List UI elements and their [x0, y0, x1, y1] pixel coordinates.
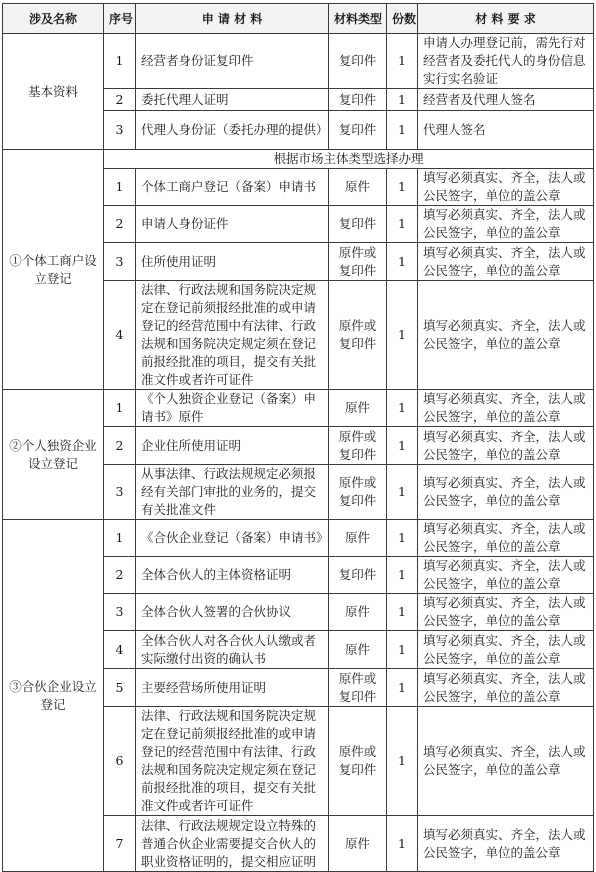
- row-count: 1: [387, 169, 418, 206]
- row-type: 原件: [329, 169, 387, 206]
- row-material: 代理人身份证（委托办理的提供）: [136, 111, 329, 150]
- row-type: 原件: [329, 631, 387, 669]
- row-no: 1: [104, 169, 136, 206]
- section-name: ③合伙企业设立登记: [3, 520, 104, 872]
- row-requirement: 填写必须真实、齐全，法人或公民签字，单位的盖公章: [418, 169, 594, 206]
- row-count: 1: [387, 34, 418, 89]
- row-requirement: 代理人签名: [418, 111, 594, 150]
- table-row: [3, 390, 594, 427]
- row-count: 1: [387, 520, 418, 557]
- row-count: 1: [387, 594, 418, 631]
- row-material: 全体合伙人的主体资格证明: [136, 557, 329, 594]
- row-material: 经营者身份证复印件: [136, 34, 329, 89]
- row-material: 个体工商户登记（备案）申请书: [136, 169, 329, 206]
- row-type: 原件或复印件: [329, 281, 387, 390]
- row-type: 复印件: [329, 557, 387, 594]
- row-no: 6: [104, 707, 136, 816]
- row-material: 法律、行政法规和国务院决定规定在登记前须报经批准的或申请登记的经营范围中有法律、行政法规和国务院决定规定须在登记前报经批准的项目，提交有关批准文件或者许可证件: [136, 707, 329, 816]
- row-type: 原件: [329, 390, 387, 427]
- row-count: 1: [387, 631, 418, 669]
- section-name: ②个人独资企业设立登记: [3, 390, 104, 520]
- row-requirement: 填写必须真实、齐全，法人或公民签字，单位的盖公章: [418, 520, 594, 557]
- row-type: 原件: [329, 520, 387, 557]
- row-no: 1: [104, 390, 136, 427]
- row-no: 3: [104, 111, 136, 150]
- row-no: 4: [104, 281, 136, 390]
- row-type: 原件或复印件: [329, 243, 387, 281]
- row-no: 2: [104, 427, 136, 465]
- row-requirement: 经营者及代理人签名: [418, 89, 594, 111]
- row-requirement: 填写必须真实、齐全，法人或公民签字，单位的盖公章: [418, 594, 594, 631]
- row-count: 1: [387, 816, 418, 872]
- row-requirement: 填写必须真实、齐全，法人或公民签字，单位的盖公章: [418, 465, 594, 520]
- row-material: 企业住所使用证明: [136, 427, 329, 465]
- header-count: 份数: [387, 4, 418, 34]
- header-no: 序号: [104, 4, 136, 34]
- row-type: 原件或复印件: [329, 669, 387, 707]
- row-count: 1: [387, 465, 418, 520]
- row-count: 1: [387, 111, 418, 150]
- row-no: 7: [104, 816, 136, 872]
- row-type: 复印件: [329, 206, 387, 243]
- section-note: 根据市场主体类型选择办理: [104, 150, 594, 169]
- header-row: [3, 4, 594, 34]
- row-no: 2: [104, 206, 136, 243]
- header-type: 材料类型: [329, 4, 387, 34]
- row-material: 《合伙企业登记（备案）申请书》: [136, 520, 329, 557]
- section-name: ①个体工商户设立登记: [3, 150, 104, 390]
- row-type: 原件或复印件: [329, 465, 387, 520]
- header-material: 申 请 材 料: [136, 4, 329, 34]
- row-no: 3: [104, 465, 136, 520]
- row-material: 申请人身份证件: [136, 206, 329, 243]
- row-no: 1: [104, 34, 136, 89]
- row-type: 复印件: [329, 89, 387, 111]
- row-material: 住所使用证明: [136, 243, 329, 281]
- table-row: [3, 520, 594, 557]
- row-type: 原件或复印件: [329, 707, 387, 816]
- row-no: 3: [104, 594, 136, 631]
- row-type: 原件或复印件: [329, 427, 387, 465]
- row-count: 1: [387, 427, 418, 465]
- row-count: 1: [387, 390, 418, 427]
- table-row: [3, 34, 594, 89]
- row-material: 《个人独资企业登记（备案）申请书》原件: [136, 390, 329, 427]
- row-requirement: 填写必须真实、齐全，法人或公民签字，单位的盖公章: [418, 427, 594, 465]
- header-requirement: 材 料 要 求: [418, 4, 594, 34]
- materials-table: [2, 3, 594, 872]
- row-count: 1: [387, 281, 418, 390]
- row-count: 1: [387, 707, 418, 816]
- row-requirement: 申请人办理登记前，需先行对经营者及委托代人的身份信息实行实名验证: [418, 34, 594, 89]
- row-material: 法律、行政法规和国务院决定规定在登记前须报经批准的或申请登记的经营范围中有法律、行政法规和国务院决定规定须在登记前报经批准的项目，提交有关批准文件或者许可证件: [136, 281, 329, 390]
- row-no: 3: [104, 243, 136, 281]
- row-no: 1: [104, 520, 136, 557]
- row-requirement: 填写必须真实、齐全，法人或公民签字，单位的盖公章: [418, 243, 594, 281]
- row-material: 主要经营场所使用证明: [136, 669, 329, 707]
- header-name: 涉及名称: [3, 4, 104, 34]
- section-name: 基本资料: [3, 34, 104, 150]
- row-no: 5: [104, 669, 136, 707]
- row-count: 1: [387, 557, 418, 594]
- row-material: 法律、行政法规规定设立特殊的普通合伙企业需要提交合伙人的职业资格证明的，提交相应证明: [136, 816, 329, 872]
- row-requirement: 填写必须真实、齐全，法人或公民签字，单位的盖公章: [418, 816, 594, 872]
- row-count: 1: [387, 243, 418, 281]
- row-requirement: 填写必须真实、齐全，法人或公民签字，单位的盖公章: [418, 707, 594, 816]
- row-requirement: 填写必须真实、齐全，法人或公民签字，单位的盖公章: [418, 390, 594, 427]
- row-no: 4: [104, 631, 136, 669]
- row-type: 复印件: [329, 34, 387, 89]
- row-material: 委托代理人证明: [136, 89, 329, 111]
- row-type: 复印件: [329, 111, 387, 150]
- row-type: 原件: [329, 816, 387, 872]
- row-no: 2: [104, 89, 136, 111]
- row-count: 1: [387, 89, 418, 111]
- row-count: 1: [387, 669, 418, 707]
- row-requirement: 填写必须真实、齐全，法人或公民签字，单位的盖公章: [418, 669, 594, 707]
- row-requirement: 填写必须真实、齐全，法人或公民签字，单位的盖公章: [418, 631, 594, 669]
- row-requirement: 填写必须真实、齐全，法人或公民签字，单位的盖公章: [418, 281, 594, 390]
- row-requirement: 填写必须真实、齐全，法人或公民签字，单位的盖公章: [418, 557, 594, 594]
- row-count: 1: [387, 206, 418, 243]
- row-material: 全体合伙人签署的合伙协议: [136, 594, 329, 631]
- table-row: [3, 150, 594, 169]
- row-no: 2: [104, 557, 136, 594]
- row-material: 全体合伙人对各合伙人认缴或者实际缴付出资的确认书: [136, 631, 329, 669]
- row-requirement: 填写必须真实、齐全，法人或公民签字，单位的盖公章: [418, 206, 594, 243]
- row-type: 原件: [329, 594, 387, 631]
- row-material: 从事法律、行政法规规定必须报经有关部门审批的业务的，提交有关批准文件: [136, 465, 329, 520]
